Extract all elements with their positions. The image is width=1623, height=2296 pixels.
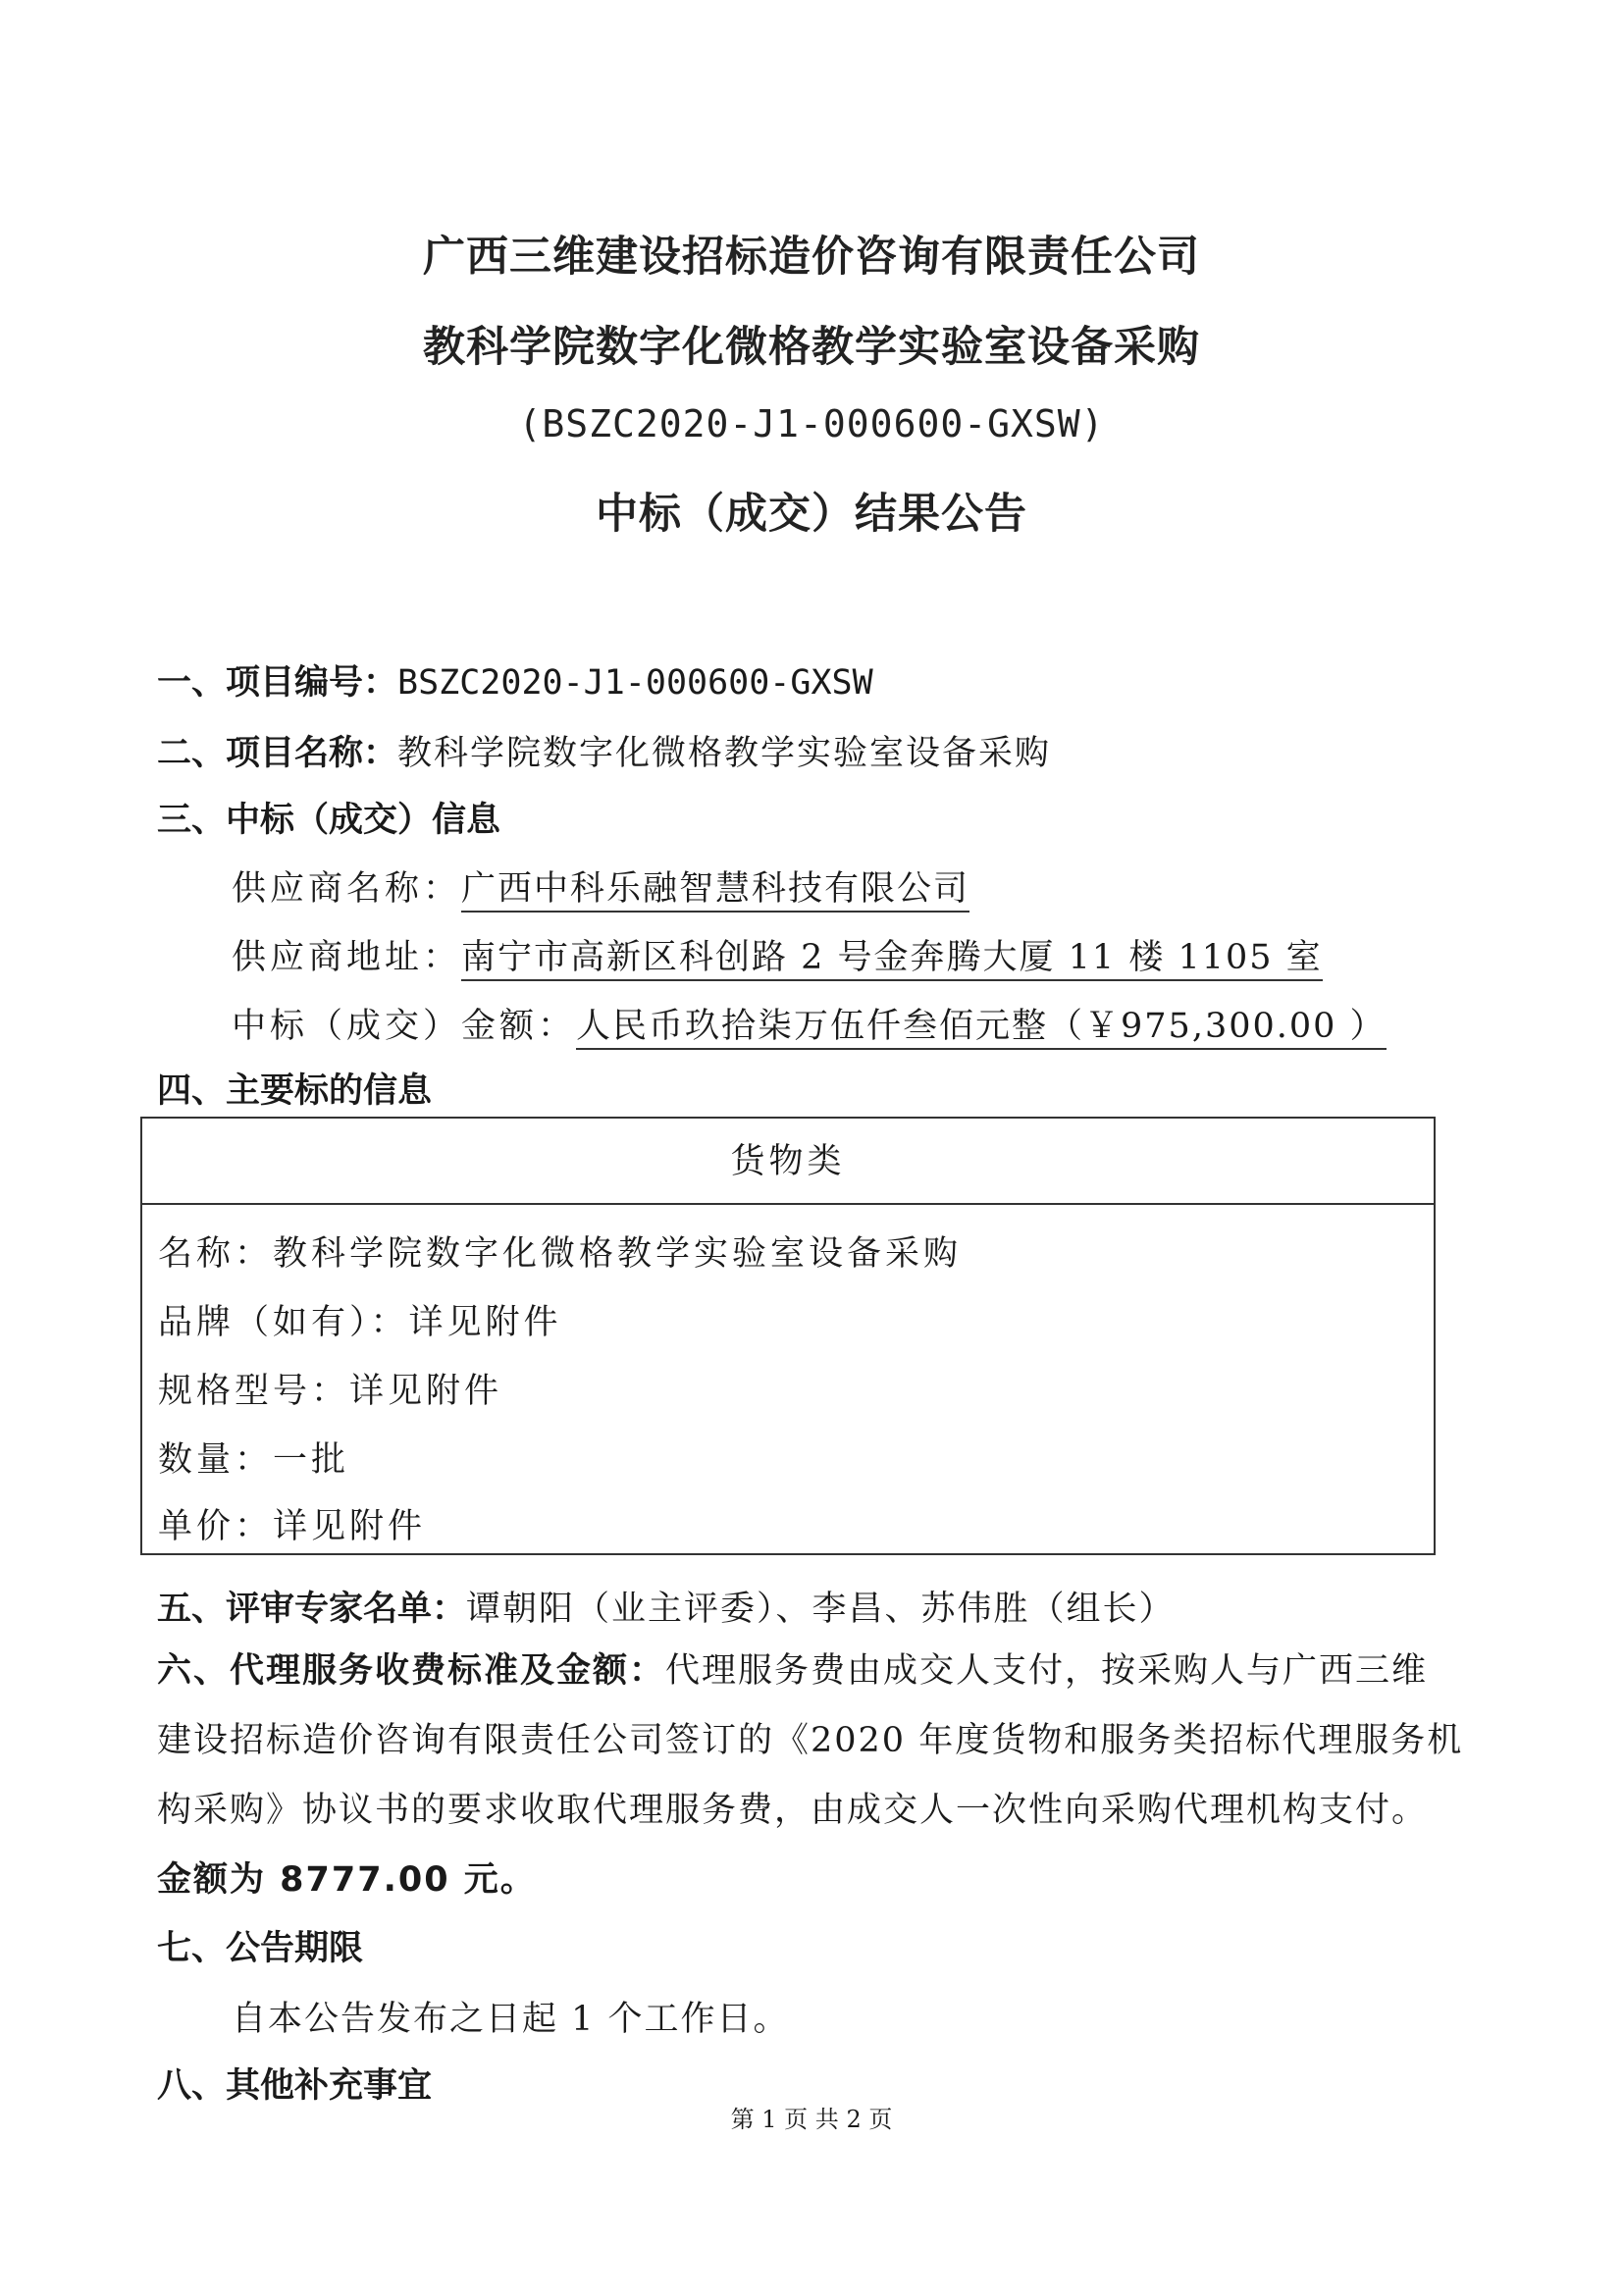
- doc-title-company: 广西三维建设招标造价咨询有限责任公司: [423, 233, 1200, 282]
- section-label: 二、项目名称：: [157, 734, 398, 773]
- table-row: 单价：详见附件: [158, 1507, 427, 1546]
- project-number-value: BSZC2020-J1-000600-GXSW: [397, 663, 873, 703]
- doc-title-code: (BSZC2020-J1-000600-GXSW): [518, 402, 1105, 445]
- agency-fee-text: 构采购》协议书的要求收取代理服务费，由成交人一次性向采购代理机构支付。: [157, 1791, 1429, 1830]
- section-label: 一、项目编号：: [157, 663, 398, 703]
- review-experts-value: 谭朝阳（业主评委）、李昌、苏伟胜（组长）: [466, 1590, 1176, 1629]
- section-award-info-heading: 三、中标（成交）信息: [157, 801, 501, 840]
- table-row: 品牌（如有）：详见附件: [158, 1303, 562, 1342]
- table-row: 数量：一批: [158, 1440, 350, 1480]
- doc-title-project: 教科学院数字化微格教学实验室设备采购: [423, 323, 1200, 372]
- notice-period-value: 自本公告发布之日起 1 个工作日。: [232, 2000, 790, 2039]
- award-amount-value: 人民币玖拾柒万伍仟叁佰元整（￥975,300.00 ）: [576, 1007, 1387, 1050]
- section-label: 六、代理服务收费标准及金额：: [157, 1651, 666, 1691]
- doc-title-notice: 中标（成交）结果公告: [596, 490, 1027, 539]
- supplier-name-row: [232, 861, 969, 911]
- section-project-name: [157, 726, 1051, 775]
- page-number: 第 1 页 共 2 页: [730, 2106, 893, 2133]
- table-row: 名称：教科学院数字化微格教学实验室设备采购: [158, 1234, 963, 1274]
- agency-fee-text: 代理服务费由成交人支付，按采购人与广西三维: [665, 1651, 1429, 1691]
- supplier-address-value: 南宁市高新区科创路 2 号金奔腾大厦 11 楼 1105 室: [461, 938, 1323, 981]
- table-header: 货物类: [142, 1119, 1434, 1205]
- supplier-address-label: 供应商地址：: [232, 938, 462, 977]
- supplier-name-value: 广西中科乐融智慧科技有限公司: [461, 869, 969, 913]
- agency-fee-amount: 金额为 8777.00 元。: [157, 1860, 537, 1900]
- section-project-number: [157, 655, 873, 704]
- section-main-items-heading: 四、主要标的信息: [157, 1071, 433, 1111]
- section-label: 五、评审专家名单：: [157, 1590, 467, 1629]
- supplier-address-row: [232, 930, 1323, 979]
- agency-fee-text: 建设招标造价咨询有限责任公司签订的《2020 年度货物和服务类招标代理服务机: [157, 1721, 1464, 1760]
- award-amount-label: 中标（成交）金额：: [232, 1007, 577, 1046]
- supplier-name-label: 供应商名称：: [232, 869, 462, 909]
- project-name-value: 教科学院数字化微格教学实验室设备采购: [397, 734, 1052, 773]
- section-agency-fee: [157, 1637, 1492, 1915]
- main-items-table: [140, 1117, 1436, 1555]
- section-review-experts: [157, 1582, 1176, 1631]
- section-other-matters-heading: 八、其他补充事宜: [157, 2066, 433, 2106]
- award-amount-row: [232, 999, 1387, 1048]
- section-notice-period-heading: 七、公告期限: [157, 1929, 364, 1968]
- table-row: 规格型号：详见附件: [158, 1372, 503, 1411]
